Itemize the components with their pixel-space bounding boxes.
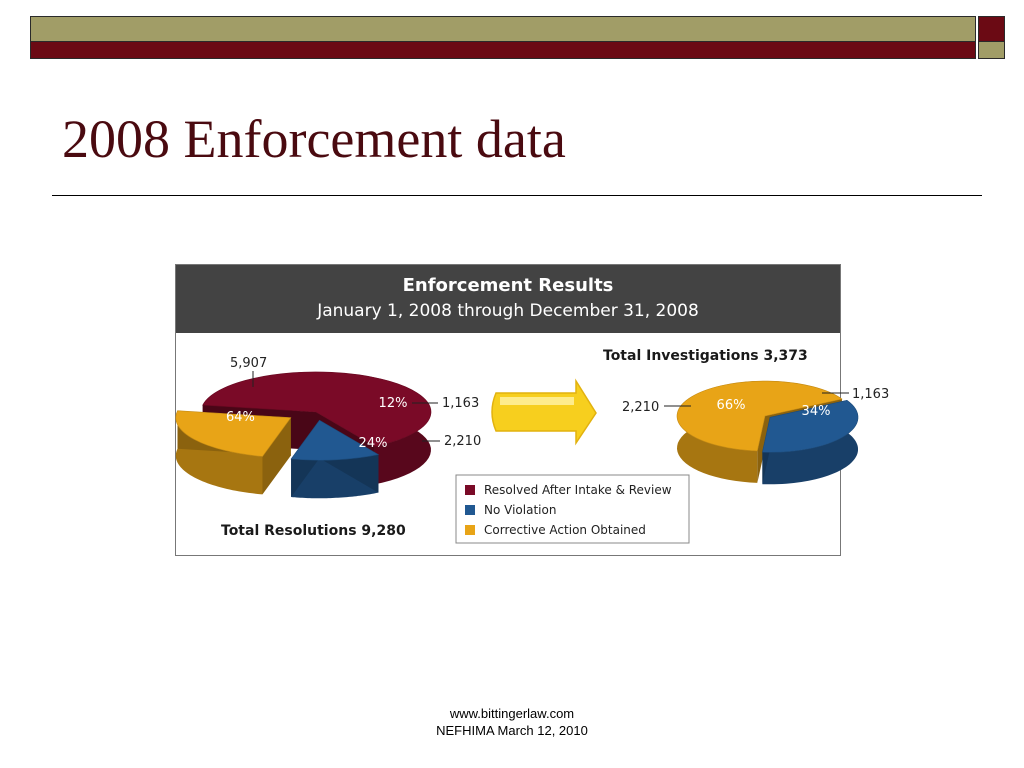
left-value-label-corrective: 2,210 [444,434,482,449]
right-total-label: Total Investigations 3,373 [603,348,808,364]
legend-label-corrective: Corrective Action Obtained [484,523,646,537]
top-decoration [30,16,1005,59]
figure-header [176,265,840,333]
right-value-label-corrective: 2,210 [622,400,660,415]
charts-area [176,333,890,555]
left-value-label-noviolation: 1,163 [442,396,480,411]
left-value-label-resolved: 5,907 [230,356,268,371]
legend-swatch-corrective [465,525,475,535]
right-pie [603,348,889,484]
figure-title: Enforcement Results [402,275,614,296]
decor-square-olive [978,42,1005,59]
footer-event: NEFHIMA March 12, 2010 [436,723,588,738]
legend-swatch-resolved [465,485,475,495]
left-percent-label-resolved: 64% [226,410,255,425]
enforcement-figure [175,264,890,556]
left-total-label: Total Resolutions 9,280 [221,523,406,539]
right-percent-label-noviolation: 34% [801,404,831,419]
legend [456,475,689,543]
legend-label-noviolation: No Violation [484,503,557,517]
figure-subtitle: January 1, 2008 through December 31, 2008 [317,301,699,321]
footer-url: www.bittingerlaw.com [449,706,575,721]
decor-bar-red [30,42,976,59]
left-percent-label-noviolation: 12% [378,396,408,411]
flow-arrow [492,381,596,443]
left-percent-label-corrective: 24% [358,436,388,451]
title-rule [52,195,982,196]
decor-bar-olive [30,16,976,42]
slide-footer [400,705,624,739]
decor-square-red [978,16,1005,42]
slide-title: 2008 Enforcement data [62,109,566,169]
left-pie [176,356,481,539]
legend-swatch-noviolation [465,505,475,515]
right-percent-label-corrective: 66% [716,398,746,413]
right-value-label-noviolation: 1,163 [852,387,890,402]
legend-label-resolved: Resolved After Intake & Review [484,483,672,497]
